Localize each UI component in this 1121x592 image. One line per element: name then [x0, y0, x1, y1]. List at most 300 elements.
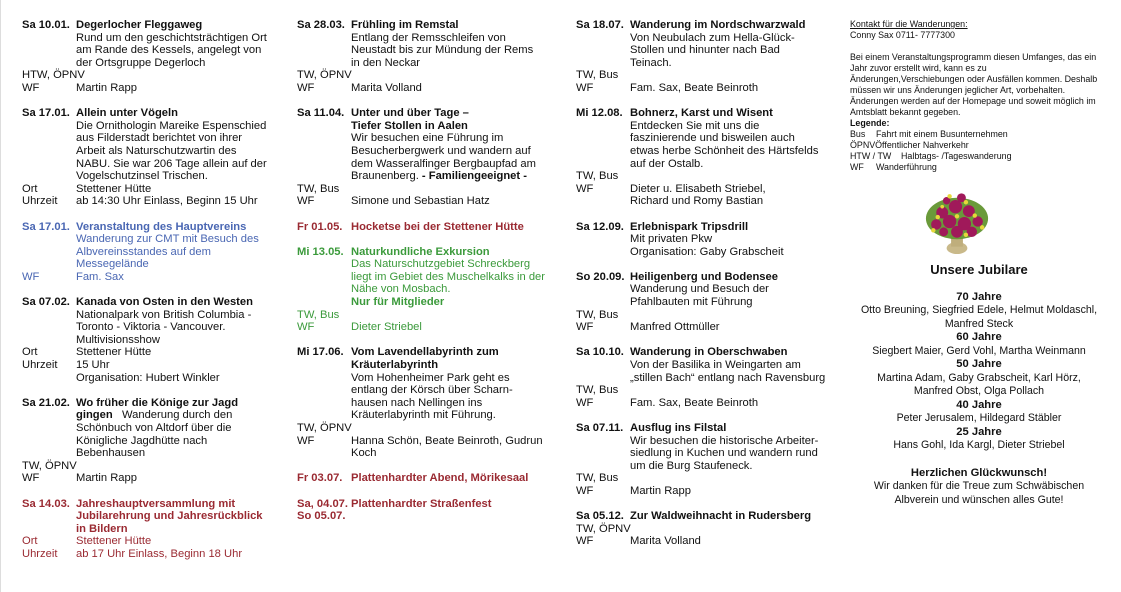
event-detail-label: WF	[22, 81, 40, 94]
event-transport: TW, Bus	[576, 472, 619, 485]
event-description: auf der Ostalb.	[630, 157, 704, 170]
spacer	[297, 296, 351, 309]
event-header	[576, 107, 838, 120]
spacer	[22, 309, 76, 322]
event-title-cont	[22, 523, 284, 536]
event-date: So 20.09.	[576, 270, 625, 283]
event-detail-value: Simone und Sebastian Hatz	[351, 195, 490, 208]
event-detail-label: WF	[297, 81, 315, 94]
event-description: Organisation: Gaby Grabscheit	[630, 245, 784, 258]
event-date: Sa 18.07.	[576, 19, 624, 31]
event-detail-row	[297, 321, 559, 334]
spacer	[297, 32, 351, 45]
event-detail-row	[22, 346, 284, 359]
event-description: dem Wasseralfinger Bergbaupfad am	[351, 157, 536, 170]
event-title-part: gingen	[76, 409, 113, 422]
event-description-row	[22, 158, 284, 171]
event-description-row	[576, 158, 838, 171]
event-description-row	[22, 120, 284, 133]
spacer	[22, 145, 76, 158]
event-date: Sa 11.04.	[297, 107, 345, 120]
event-date: Sa 10.10.	[576, 346, 624, 359]
event-description-row	[297, 158, 559, 171]
event-title: Frühling im Remstal	[351, 19, 459, 31]
event-description: NABU. Sie war 206 Tage allein auf der	[76, 157, 267, 170]
spacer	[576, 132, 630, 145]
event-detail-row	[576, 195, 838, 208]
event-description-row	[297, 271, 559, 284]
spacer	[22, 57, 76, 70]
spacer	[297, 170, 351, 183]
event-detail-value: Fam. Sax, Beate Beinroth	[630, 81, 759, 94]
event-description: entlang der Körsch über Scharn-	[351, 384, 513, 397]
event-detail-value: Fam. Sax, Beate Beinroth	[630, 396, 759, 409]
event-description: aus Filderstadt berichtet von ihrer	[76, 132, 243, 145]
event-detail-value: Stettener Hütte	[76, 346, 152, 359]
event-detail-value: Martin Rapp	[76, 81, 137, 94]
event-title: Vom Lavendellabyrinth zum	[351, 346, 499, 359]
event-description-row	[576, 32, 838, 45]
event-title: Kanada von Osten in den Westen	[76, 296, 253, 309]
spacer	[22, 523, 76, 536]
event-header	[576, 422, 838, 435]
event-description-row	[22, 309, 284, 322]
spacer	[297, 372, 351, 385]
event-entry	[22, 296, 284, 384]
spacer	[297, 258, 351, 271]
event-transport: TW, Bus	[576, 308, 619, 321]
spacer	[576, 372, 630, 385]
event-detail-label: WF	[22, 472, 40, 485]
event-date: Sa 10.01.	[22, 19, 70, 31]
event-description: Entdecken Sie mit uns die	[630, 119, 760, 132]
members-only-note: Nur für Mitglieder	[351, 296, 445, 309]
event-description-row	[297, 258, 559, 271]
event-detail-row	[22, 535, 284, 548]
event-detail-row	[22, 359, 284, 372]
spacer	[576, 435, 630, 448]
change-notice: Bei einem Veranstaltungsprogramm diesen Umfanges, das ein Jahr zuvor erstellt wird, kann es zu Änderungen,Verschiebungen oder Ausfällen kommen. Deshalb müssen wir uns Änderungen jeglicher Art, vorbehalten. Änderungen werden auf der Homepage und soweit möglich im Amtsblatt bekannt gegeben.	[850, 52, 1098, 117]
event-description: Pfahlbauten mit Führung	[630, 296, 753, 309]
event-description: Vogelschutzinsel Trischen.	[76, 170, 208, 183]
spacer	[297, 384, 351, 397]
spacer	[576, 447, 630, 460]
event-description: Mit privaten Pkw	[630, 233, 713, 246]
event-description: Wanderung zur CMT mit Besuch des	[76, 233, 259, 246]
event-header	[297, 107, 559, 120]
event-date: Mi 12.08.	[576, 107, 623, 120]
event-title: Erlebnispark Tripsdrill	[630, 220, 749, 233]
event-transport: TW, Bus	[576, 170, 619, 183]
event-description: Toronto - Viktoria - Vancouver.	[76, 321, 226, 334]
event-entry	[576, 422, 838, 498]
event-detail-row	[576, 183, 838, 196]
event-header	[22, 498, 284, 511]
jubilare-60-years: 60 Jahre	[956, 331, 1002, 343]
event-detail-label: WF	[576, 182, 594, 195]
event-description-row	[297, 372, 559, 385]
event-title: Naturkundliche Exkursion	[351, 245, 490, 258]
event-title-line	[76, 409, 284, 422]
event-description: der Ortsgruppe Degerloch	[76, 56, 206, 69]
event-detail-value: Manfred Ottmüller	[630, 321, 720, 334]
event-header	[297, 19, 559, 32]
spacer	[297, 359, 351, 372]
event-title-line: in Bildern	[76, 522, 128, 535]
jubilare-70-years: 70 Jahre	[956, 290, 1002, 303]
event-detail-row	[22, 195, 284, 208]
spacer	[22, 233, 76, 246]
event-detail-value: Stettener Hütte	[76, 535, 152, 548]
spacer	[22, 158, 76, 171]
event-description: Vom Hohenheimer Park geht es	[351, 371, 510, 384]
jubilare-50-years: 50 Jahre	[956, 358, 1002, 370]
event-detail-value: Dieter Striebel	[351, 321, 422, 334]
event-detail-label: WF	[576, 396, 594, 409]
spacer	[22, 447, 76, 460]
event-description-row	[576, 296, 838, 309]
event-description-row	[576, 372, 838, 385]
event-transport: TW, Bus	[297, 182, 340, 195]
event-transport: TW, ÖPNV	[297, 69, 352, 82]
event-description-row	[22, 32, 284, 45]
event-transport: TW, Bus	[297, 308, 340, 321]
event-description: Nationalpark von British Columbia -	[76, 308, 252, 321]
event-description-row	[297, 32, 559, 45]
event-description: Wir besuchen die historische Arbeiter-	[630, 434, 819, 447]
spacer	[22, 32, 76, 45]
event-description-row	[22, 435, 284, 448]
legend-heading: Legende:	[850, 118, 890, 128]
event-date: Sa 14.03.	[22, 497, 70, 510]
event-title: Hocketse bei der Stettener Hütte	[351, 220, 524, 233]
event-entry	[297, 246, 559, 334]
spacer	[576, 120, 630, 133]
event-title: Degerlocher Fleggaweg	[76, 19, 203, 31]
event-description-row	[22, 246, 284, 259]
event-description: siedlung in Kuchen und wandern rund	[630, 447, 818, 460]
event-description-row	[22, 422, 284, 435]
event-description-row	[297, 170, 559, 183]
event-description-row	[297, 283, 559, 296]
event-entry	[22, 19, 284, 95]
thanks-text: Wir danken für die Treue zum Schwäbischen Albverein und wünschen alles Gute!	[873, 480, 1085, 506]
spacer	[297, 397, 351, 410]
spacer	[22, 170, 76, 183]
event-transport: TW, ÖPNV	[22, 459, 77, 472]
spacer	[297, 158, 351, 171]
spacer	[22, 334, 76, 347]
jubilare-50-names: Martina Adam, Gaby Grabscheit, Karl Hörz, Manfred Obst, Olga Pollach	[877, 371, 1081, 397]
contact-phone: Conny Sax 0711- 7777300	[850, 30, 955, 40]
event-detail-label: WF	[297, 195, 315, 208]
spacer	[576, 158, 630, 171]
event-transport: TW, ÖPNV	[297, 422, 352, 434]
event-detail-row	[576, 485, 838, 498]
event-description: „stillen Bach“ entlang nach Ravensburg	[630, 371, 826, 384]
spacer	[576, 246, 630, 259]
spacer	[576, 460, 630, 473]
event-description-row	[576, 233, 838, 246]
event-detail-label: Uhrzeit	[22, 547, 58, 560]
event-description: Entlang der Remsschleifen von	[351, 31, 506, 44]
info-column	[850, 19, 1110, 507]
event-description-row	[22, 258, 284, 271]
event-date: Fr 01.05.	[297, 220, 343, 233]
event-description-row	[297, 44, 559, 57]
event-description: Die Ornithologin Mareike Espenschied	[76, 119, 267, 132]
event-header	[22, 397, 284, 410]
event-title-line: Kräuterlabyrinth	[351, 359, 439, 372]
event-title: Unter und über Tage –	[351, 107, 469, 120]
event-description-row	[297, 409, 559, 422]
event-description-row	[297, 384, 559, 397]
program-column-3	[576, 19, 838, 561]
event-title-cont	[22, 409, 284, 422]
event-description-row	[576, 246, 838, 259]
spacer	[576, 283, 630, 296]
spacer	[22, 510, 76, 523]
spacer	[22, 44, 76, 57]
event-description-part: Braunenberg.	[351, 170, 422, 183]
event-description: Wir besuchen eine Führung im	[351, 132, 504, 145]
event-desc-part: Wanderung durch den	[112, 409, 233, 422]
spacer	[297, 271, 351, 284]
event-title: Wanderung in Oberschwaben	[630, 346, 788, 359]
event-detail-row	[297, 195, 559, 208]
jubilare-40-years: 40 Jahre	[956, 398, 1002, 411]
event-detail-row	[22, 548, 284, 561]
event-detail-label: Uhrzeit	[22, 359, 58, 372]
event-description: Messegelände	[76, 258, 149, 271]
contact-heading: Kontakt für die Wanderungen:	[850, 19, 968, 29]
event-detail-label: Ort	[22, 346, 38, 359]
event-detail-row	[22, 472, 284, 485]
event-title: Wo früher die Könige zur Jagd	[76, 396, 239, 409]
event-description: Neustadt bis zur Mündung der Rems	[351, 44, 534, 57]
event-date: Sa 07.11.	[576, 422, 624, 434]
event-title-cont	[297, 120, 559, 133]
event-detail-label: WF	[576, 535, 594, 548]
event-entry	[22, 107, 284, 208]
event-transport: TW, Bus	[576, 384, 619, 397]
family-badge: - Familiengeeignet -	[421, 170, 527, 183]
event-description: Kräuterlabyrinth mit Führung.	[351, 409, 496, 422]
event-description: am Rande des Kessels, angelegt von	[76, 44, 262, 57]
page-border	[0, 0, 1, 592]
event-detail-label	[297, 447, 351, 460]
event-entry	[22, 397, 284, 485]
event-transport: TW, Bus	[576, 69, 619, 82]
event-detail-row	[22, 372, 284, 385]
event-header	[576, 510, 838, 523]
event-description: Besucherbergwerk und wandern auf	[351, 144, 531, 157]
event-description: liegt im Gebiet des Muschelkalks in der	[351, 270, 546, 283]
event-header	[576, 19, 838, 32]
event-header	[576, 271, 838, 284]
event-detail-value: 15 Uhr	[76, 359, 110, 372]
legend-wf: WF Wanderführung	[850, 162, 937, 172]
spacer	[22, 132, 76, 145]
event-description-row	[22, 145, 284, 158]
program-column-2	[297, 19, 559, 535]
event-description: Multivisionsshow	[76, 333, 160, 346]
event-detail-value: Dieter u. Elisabeth Striebel,	[630, 182, 766, 195]
event-entry	[576, 221, 838, 259]
event-entry	[576, 19, 838, 95]
event-entry	[22, 221, 284, 284]
event-header	[576, 346, 838, 359]
event-description-row	[576, 120, 838, 133]
spacer	[22, 246, 76, 259]
event-detail-label: WF	[22, 270, 40, 283]
event-description-row	[22, 57, 284, 70]
event-note-row	[297, 296, 559, 309]
event-date: Sa 17.01.	[22, 220, 70, 233]
event-detail-label: WF	[576, 81, 594, 94]
event-description-row	[22, 132, 284, 145]
event-description-row	[576, 44, 838, 57]
spacer	[297, 132, 351, 145]
event-entry	[297, 498, 559, 523]
event-description-row	[22, 334, 284, 347]
event-description: Wanderung und Besuch der	[630, 283, 769, 296]
event-title-cont	[22, 510, 284, 523]
event-date: Sa, 04.07.	[297, 497, 349, 510]
event-entry	[297, 221, 559, 234]
event-detail-row	[576, 535, 838, 548]
jubilare-section	[850, 263, 1108, 507]
jubilare-title: Unsere Jubilare	[930, 262, 1028, 277]
event-header	[297, 346, 559, 359]
event-title: Wanderung im Nordschwarzwald	[630, 19, 806, 31]
event-date-2: So 05.07.	[297, 510, 346, 523]
event-detail-value: Marita Volland	[630, 535, 701, 548]
event-date: Mi 13.05.	[297, 245, 344, 258]
event-detail-value: Hanna Schön, Beate Beinroth, Gudrun	[351, 434, 543, 447]
event-description: faszinierende und bisweilen auch	[630, 132, 795, 145]
event-detail-label: WF	[576, 321, 594, 334]
event-description: Das Naturschutzgebiet Schreckberg	[351, 258, 531, 271]
event-description: Stollen und hinunter nach Bad	[630, 44, 780, 57]
event-detail-row	[22, 82, 284, 95]
event-detail-label	[22, 372, 76, 385]
event-detail-label: WF	[576, 484, 594, 497]
event-detail-value: Richard und Romy Bastian	[630, 195, 764, 208]
event-date: Sa 05.12.	[576, 510, 624, 523]
event-entry	[297, 19, 559, 95]
event-description-row	[576, 145, 838, 158]
event-detail-label: Uhrzeit	[22, 195, 58, 208]
legend-oepnv: ÖPNV Öffentlicher Nahverkehr	[850, 140, 969, 150]
spacer	[576, 233, 630, 246]
event-entry	[576, 510, 838, 548]
event-description-row	[576, 460, 838, 473]
event-entry	[297, 107, 559, 208]
event-title: Jahreshauptversammlung mit	[76, 497, 236, 510]
event-detail-row	[576, 397, 838, 410]
event-header	[22, 19, 284, 32]
event-description-row	[22, 233, 284, 246]
event-date: Fr 03.07.	[297, 472, 343, 485]
event-description-row	[576, 359, 838, 372]
spacer	[22, 422, 76, 435]
event-transport: HTW, ÖPNV	[22, 69, 85, 82]
event-detail-row	[576, 82, 838, 95]
event-description: Arbeit als Naturschutzwartin des	[76, 144, 237, 157]
event-date: Sa 28.03.	[297, 19, 345, 31]
event-detail-row	[22, 183, 284, 196]
event-description: Schönbuch von Altdorf über die	[76, 422, 232, 434]
event-header	[297, 472, 559, 485]
event-title: Ausflug ins Filstal	[630, 422, 727, 434]
event-detail-value: Koch	[351, 447, 377, 460]
spacer	[297, 57, 351, 70]
event-date: Sa 21.02.	[22, 396, 70, 409]
jubilare-60-names: Siegbert Maier, Gerd Vohl, Martha Weinmann	[872, 344, 1086, 357]
event-description-row	[297, 132, 559, 145]
event-date: Sa 12.09.	[576, 220, 624, 233]
event-date-2-row	[297, 510, 559, 523]
event-description	[351, 170, 559, 183]
event-title-line: Jubilarehrung und Jahresrückblick	[76, 510, 263, 523]
event-detail-value: ab 17 Uhr Einlass, Beginn 18 Uhr	[76, 547, 243, 560]
event-detail-row	[297, 82, 559, 95]
event-description-row	[22, 170, 284, 183]
event-detail-value: Stettener Hütte	[76, 182, 152, 195]
event-description: etwas herbe Schönheit des Härtsfelds	[630, 144, 819, 157]
event-detail-value: ab 14:30 Uhr Einlass, Beginn 15 Uhr	[76, 195, 258, 208]
event-description-row	[576, 435, 838, 448]
event-description: Teinach.	[630, 56, 672, 69]
event-detail-label: WF	[297, 321, 315, 334]
spacer	[576, 145, 630, 158]
spacer	[22, 435, 76, 448]
event-description-row	[576, 57, 838, 70]
event-detail-row	[22, 271, 284, 284]
event-detail-value: Organisation: Hubert Winkler	[76, 371, 220, 384]
congratulations-heading: Herzlichen Glückwunsch!	[910, 466, 1048, 479]
event-title: Heiligenberg und Bodensee	[630, 270, 778, 283]
event-description-row	[22, 44, 284, 57]
event-header	[297, 498, 559, 511]
event-description-row	[297, 397, 559, 410]
spacer	[576, 359, 630, 372]
spacer	[576, 32, 630, 45]
event-title-cont	[297, 359, 559, 372]
spacer	[297, 44, 351, 57]
spacer	[576, 57, 630, 70]
spacer	[297, 145, 351, 158]
event-title: Veranstaltung des Hauptvereins	[76, 220, 247, 233]
event-description-row	[22, 321, 284, 334]
event-entry	[576, 271, 838, 334]
event-title: Zur Waldweihnacht in Rudersberg	[630, 510, 812, 523]
event-detail-label: WF	[297, 434, 315, 447]
event-description: Nähe von Mosbach.	[351, 283, 451, 296]
program-column-1	[22, 19, 284, 573]
event-header	[22, 296, 284, 309]
event-description: Von Neubulach zum Hella-Glück-	[630, 31, 795, 44]
event-title: Bohnerz, Karst und Wisent	[630, 107, 773, 120]
spacer	[576, 296, 630, 309]
event-date: Sa 17.01.	[22, 107, 70, 120]
legend-bus: Bus Fahrt mit einem Busunternehmen	[850, 129, 1008, 139]
event-description-row	[22, 447, 284, 460]
event-header	[22, 221, 284, 234]
event-transport: TW, ÖPNV	[576, 522, 631, 535]
event-title: Plattenhardter Abend, Mörikesaal	[351, 472, 529, 485]
